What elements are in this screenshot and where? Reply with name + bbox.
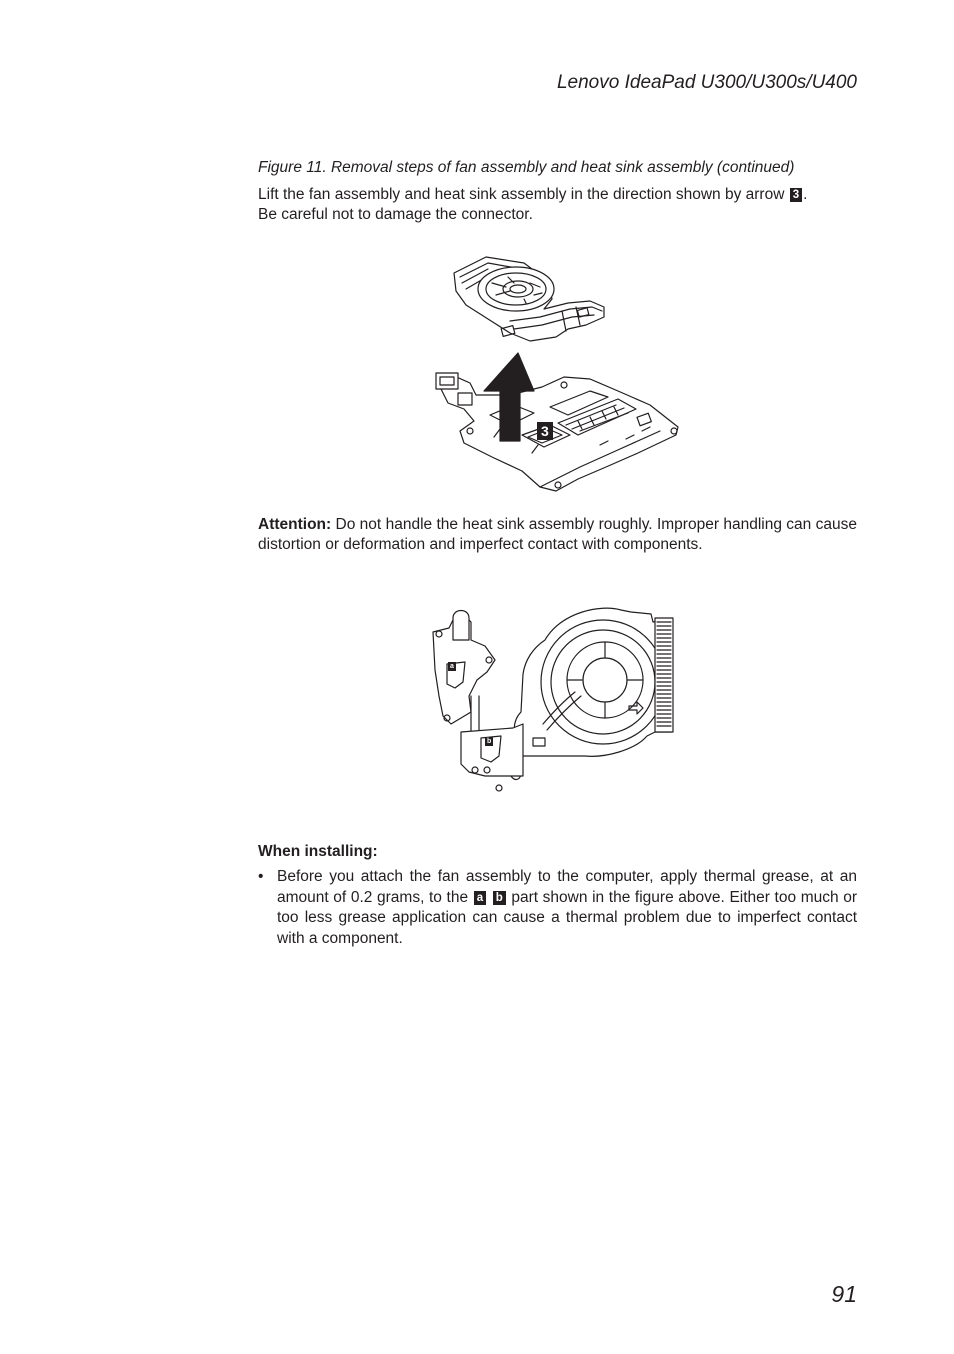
fan-assembly-topview-drawing bbox=[433, 608, 673, 791]
figure-caption: Figure 11. Removal steps of fan assembly and heat sink assembly (continued) bbox=[258, 159, 795, 176]
page-number: 91 bbox=[831, 1281, 857, 1307]
grease-callout-b: b bbox=[487, 738, 492, 745]
attention-label: Attention: bbox=[258, 516, 332, 533]
intro-line-2: Be careful not to damage the connector. bbox=[258, 206, 533, 223]
grease-callout-a: a bbox=[450, 663, 454, 670]
attention-paragraph bbox=[258, 515, 857, 555]
intro-text-after: . bbox=[803, 186, 808, 203]
callout-3-label: 3 bbox=[537, 422, 553, 440]
callout-3-badge: 3 bbox=[790, 188, 802, 202]
system-board-drawing bbox=[436, 373, 678, 491]
installing-text-after: part shown in the figure above. Either too much or too less grease application can cause a thermal problem due to imperfect contact with a component. bbox=[277, 888, 858, 947]
callout-a-badge: a bbox=[474, 891, 486, 905]
bullet-icon: • bbox=[258, 868, 264, 885]
list-item bbox=[258, 867, 857, 949]
intro-paragraph bbox=[258, 185, 857, 225]
grease-areas-illustration bbox=[425, 600, 690, 800]
intro-line-1 bbox=[258, 185, 857, 205]
intro-text-before: Lift the fan assembly and heat sink assembly in the direction shown by arrow bbox=[258, 186, 789, 203]
attention-text: Do not handle the heat sink assembly roughly. Improper handling can cause distortion or deformation and imperfect contact with components. bbox=[258, 516, 857, 553]
installing-text-before: Before you attach the fan assembly to the computer, apply thermal grease, at an amount of 0.2 grams, to the bbox=[277, 868, 857, 906]
running-header-title: Lenovo IdeaPad U300/U300s/U400 bbox=[556, 72, 857, 93]
fan-heatsink-assembly-drawing bbox=[454, 257, 604, 341]
installing-list bbox=[258, 867, 857, 949]
removal-illustration bbox=[430, 245, 685, 495]
when-installing-heading: When installing: bbox=[258, 843, 378, 860]
callout-b-badge: b bbox=[493, 891, 506, 905]
